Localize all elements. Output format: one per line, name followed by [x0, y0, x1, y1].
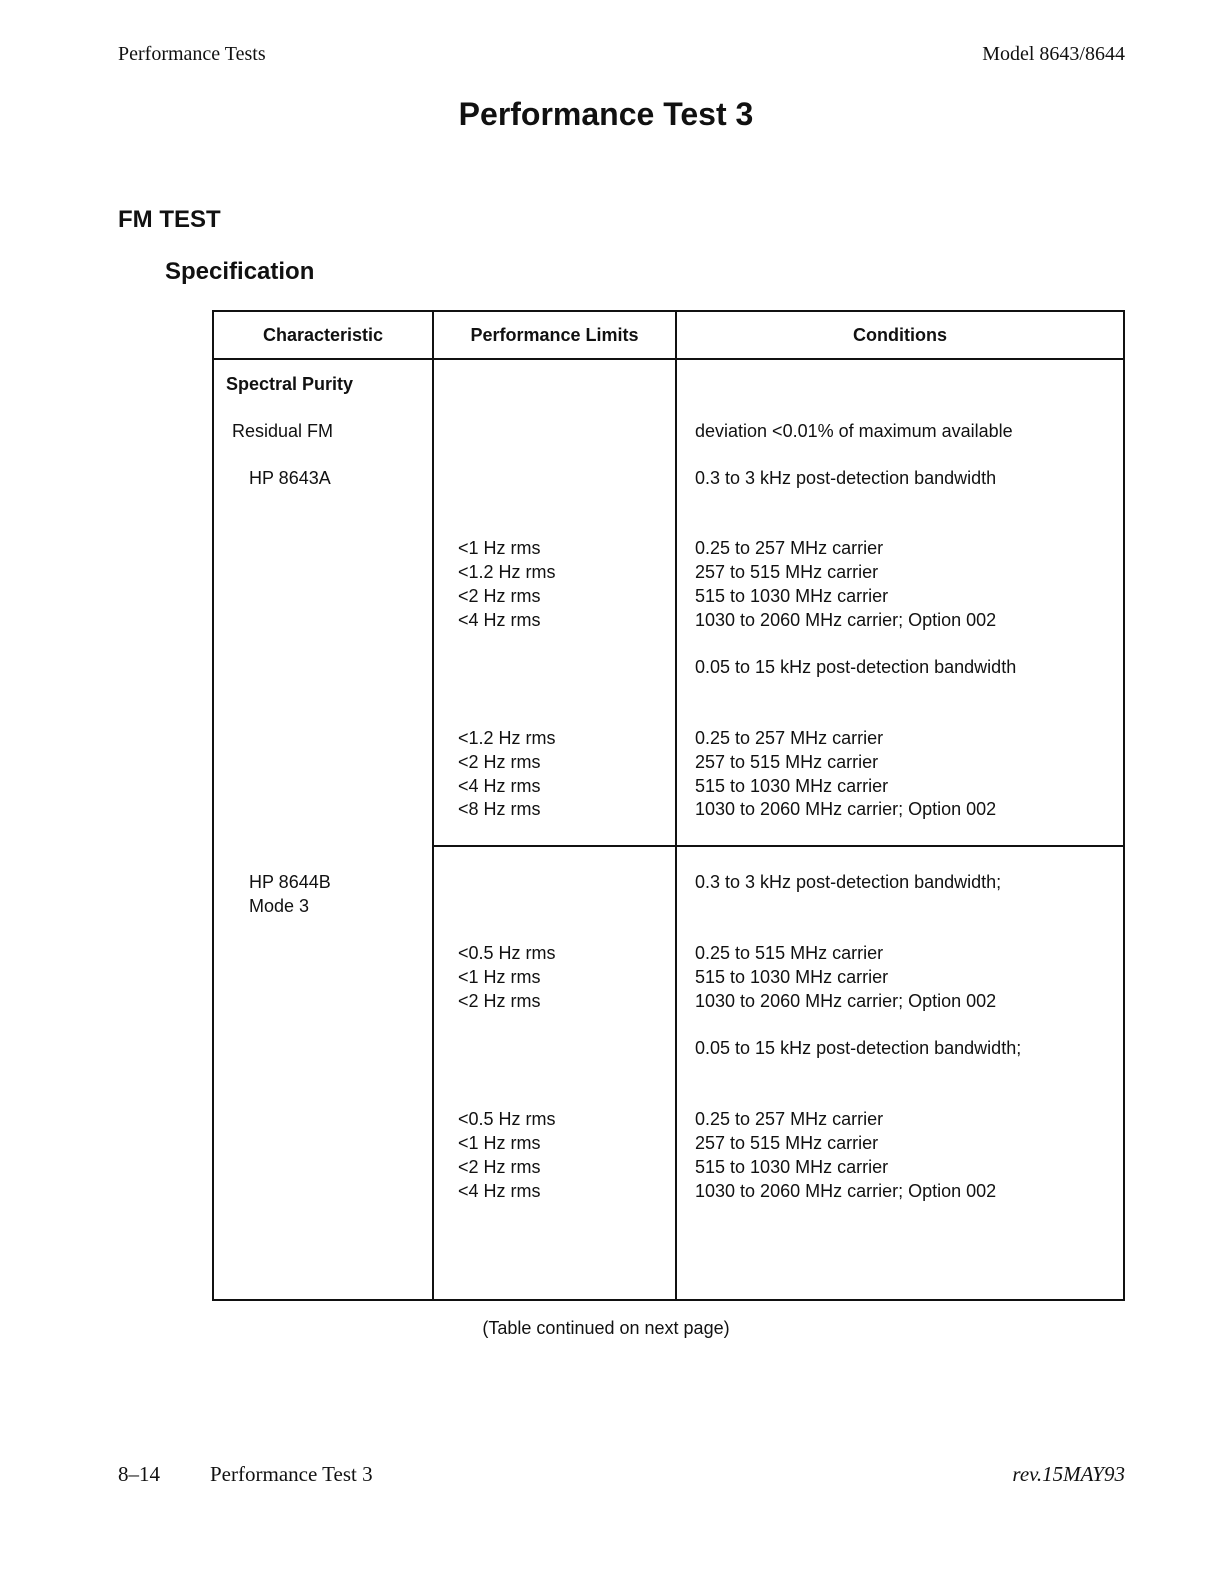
table-col-divider-2: [675, 310, 677, 1301]
condition-value: 1030 to 2060 MHz carrier; Option 002: [695, 799, 997, 819]
limit-value: <2 Hz rms: [458, 1157, 541, 1177]
condition-value: 515 to 1030 MHz carrier: [695, 586, 889, 606]
limit-value: <4 Hz rms: [458, 1181, 541, 1201]
limit-value: <2 Hz rms: [458, 991, 541, 1011]
table-border-right: [1123, 310, 1125, 1301]
footer-revision: rev.15MAY93: [1012, 1462, 1125, 1486]
condition-value: 0.25 to 257 MHz carrier: [695, 538, 884, 558]
table-border-bottom: [212, 1299, 1125, 1301]
limit-value: <4 Hz rms: [458, 776, 541, 796]
limit-value: <8 Hz rms: [458, 799, 541, 819]
condition-value: 257 to 515 MHz carrier: [695, 1133, 879, 1153]
table-continued-note: (Table continued on next page): [482, 1318, 730, 1338]
cond-bandwidth-3k-8644b: 0.3 to 3 kHz post-detection bandwidth;: [695, 872, 1002, 892]
limit-value: <4 Hz rms: [458, 610, 541, 630]
limit-value: <0.5 Hz rms: [458, 943, 556, 963]
condition-value: 515 to 1030 MHz carrier: [695, 776, 889, 796]
char-mode3: Mode 3: [249, 896, 310, 916]
column-header-characteristic: Characteristic: [262, 325, 384, 345]
condition-value: 515 to 1030 MHz carrier: [695, 967, 889, 987]
char-hp8643a: HP 8643A: [249, 468, 331, 488]
section-title: FM TEST: [118, 206, 221, 233]
condition-value: 257 to 515 MHz carrier: [695, 562, 879, 582]
limit-value: <2 Hz rms: [458, 586, 541, 606]
column-header-performance-limits: Performance Limits: [470, 325, 639, 345]
limit-value: <0.5 Hz rms: [458, 1109, 556, 1129]
table-group-divider: [432, 845, 1125, 847]
running-header-left: Performance Tests: [118, 43, 266, 65]
limit-value: <1.2 Hz rms: [458, 728, 556, 748]
char-spectral-purity: Spectral Purity: [226, 374, 354, 394]
table-border-left: [212, 310, 214, 1301]
subsection-title: Specification: [165, 258, 315, 285]
column-header-conditions: Conditions: [853, 325, 947, 345]
footer-title: Performance Test 3: [210, 1462, 373, 1486]
footer-page-number: 8–14: [118, 1462, 160, 1486]
condition-value: 0.25 to 515 MHz carrier: [695, 943, 884, 963]
char-residual-fm: Residual FM: [232, 421, 334, 441]
limit-value: <1 Hz rms: [458, 967, 541, 987]
condition-value: 1030 to 2060 MHz carrier; Option 002: [695, 1181, 997, 1201]
condition-value: 1030 to 2060 MHz carrier; Option 002: [695, 610, 997, 630]
table-col-divider-1: [432, 310, 434, 1301]
condition-value: 257 to 515 MHz carrier: [695, 752, 879, 772]
cond-deviation: deviation <0.01% of maximum available: [695, 421, 1013, 441]
page-title: Performance Test 3: [458, 96, 754, 132]
condition-value: 0.25 to 257 MHz carrier: [695, 728, 884, 748]
condition-value: 0.25 to 257 MHz carrier: [695, 1109, 884, 1129]
limit-value: <2 Hz rms: [458, 752, 541, 772]
condition-value: 515 to 1030 MHz carrier: [695, 1157, 889, 1177]
running-header-right: Model 8643/8644: [982, 43, 1125, 65]
cond-bandwidth-3k-8643a: 0.3 to 3 kHz post-detection bandwidth: [695, 468, 997, 488]
limit-value: <1 Hz rms: [458, 1133, 541, 1153]
limit-value: <1.2 Hz rms: [458, 562, 556, 582]
cond-bandwidth-15k-8644b: 0.05 to 15 kHz post-detection bandwidth;: [695, 1038, 1022, 1058]
cond-bandwidth-15k-8643a: 0.05 to 15 kHz post-detection bandwidth: [695, 657, 1017, 677]
condition-value: 1030 to 2060 MHz carrier; Option 002: [695, 991, 997, 1011]
char-hp8644b: HP 8644B: [249, 872, 331, 892]
limit-value: <1 Hz rms: [458, 538, 541, 558]
